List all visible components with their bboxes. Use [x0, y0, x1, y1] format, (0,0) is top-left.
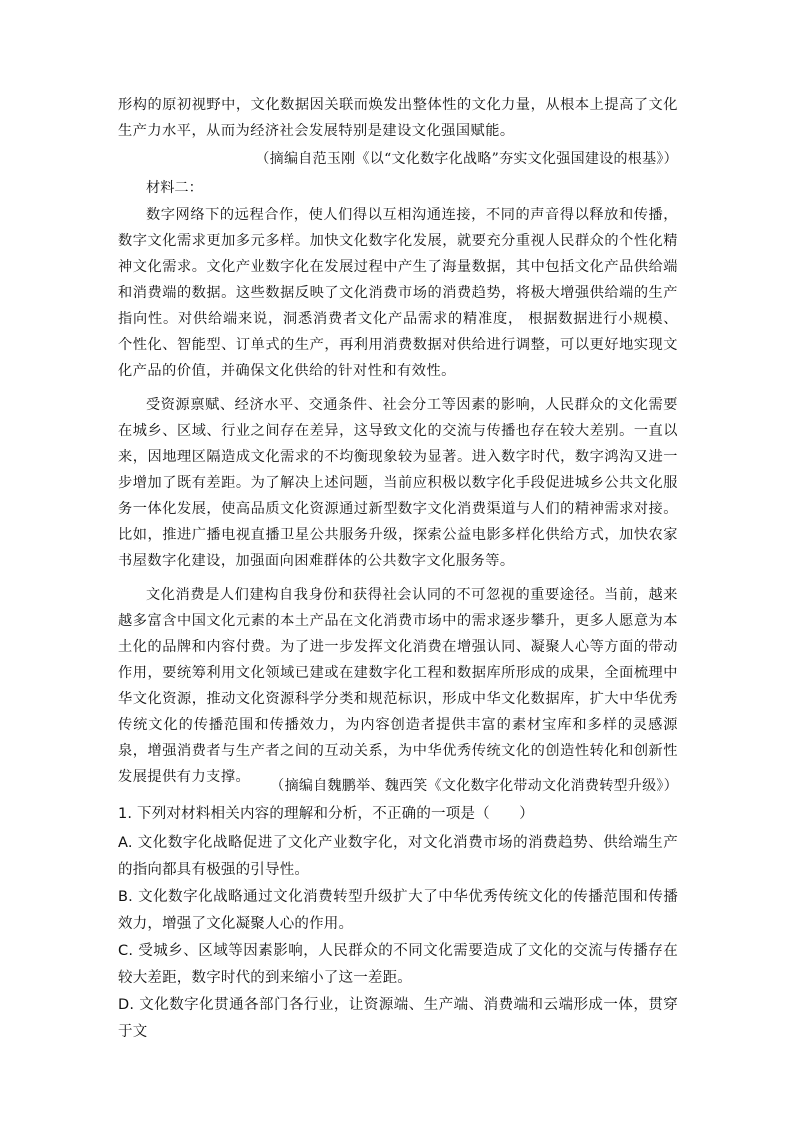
option-d: D. 文化数字化贯通各部门各行业，让资源端、生产端、消费端和云端形成一体，贯穿于文 — [118, 997, 678, 1040]
material2-paragraph-1: 数字网络下的远程合作，使人们得以互相沟通连接，不同的声音得以释放和传播，数字文化需求更加多元多样。加快文化数字化发展，就要充分重视人民群众的个性化精神文化需求。文化产业数字化在发展过程中产生了海量数据，其中包括文化产品供给端和消费端的数据。这些数据反映了文化消费市场的消费趋势，将极大增强供给端的生产指向性。对供给端来说，洞悉消费者文化产品需求的精准度， 根据数据进行小规模、个性化、智能型、订单式的生产，再利用消费数据对供给进行调整，可以更好地实现文化产品的价值，并确保文化供给的针对性和有效性。 — [118, 207, 678, 379]
question-stem: 1. 下列对材料相关内容的理解和分析，不正确的一项是（ ） — [118, 806, 534, 822]
option-a: A. 文化数字化战略促进了文化产业数字化，对文化消费市场的消费趋势、供给端生产的指向都具有极强的引导性。 — [118, 835, 678, 878]
material1-tail-paragraph: 形构的原初视野中，文化数据因关联而焕发出整体性的文化力量，从根本上提高了文化生产力水平，从而为经济社会发展特别是建设文化强国赋能。 — [118, 97, 678, 139]
option-c: C. 受城乡、区域等因素影响，人民群众的不同文化需要造成了文化的交流与传播存在较大差距，数字时代的到来缩小了这一差距。 — [118, 943, 678, 986]
material2-paragraph-2: 受资源禀赋、经济水平、交通条件、社会分工等因素的影响，人民群众的文化需要在城乡、区域、行业之间存在差异，这导致文化的交流与传播也存在较大差别。一直以来，因地理区隔造成文化需求的不均衡现象较为显著。进入数字时代，数字鸿沟又进一步增加了既有差距。为了解决上述问题，当前应积极以数字化手段促进城乡公共文化服务一体化发展，使高品质文化资源通过新型数字文化消费渠道与人们的精神需求对接。比如，推进广播电视直播卫星公共服务升级，探索公益电影多样化供给方式，加快农家书屋数字化建设，加强面向困难群体的公共数字文化服务等。 — [118, 397, 678, 569]
material1-source: （摘编自范玉刚《以“文化数字化战略”夯实文化强国建设的根基》） — [255, 151, 678, 167]
material2-source: （摘编自魏鹏举、魏西笑《文化数字化带动文化消费转型升级》） — [270, 778, 678, 794]
material2-paragraph-3: 文化消费是人们建构自我身份和获得社会认同的不可忽视的重要途径。当前，越来越多富含中国文化元素的本土产品在文化消费市场中的需求逐步攀升，更多人愿意为本土化的品牌和内容付费。为了进一步发挥文化消费在增强认同、凝聚人心等方面的带动作用，要统筹利用文化领域已建或在建数字化工程和数据库所形成的成果，全面梳理中华文化资源，推动文化资源科学分类和规范标识，形成中华文化数据库，扩大中华优秀传统文化的传播范围和传播效力，为内容创造者提供丰富的素材宝库和多样的灵感源泉，增强消费者与生产者之间的互动关系，为中华优秀传统文化的创造性转化和创新性发展提供有力支撑。 — [118, 587, 678, 785]
material2-label: 材料二： — [146, 180, 203, 196]
option-b: B. 文化数字化战略通过文化消费转型升级扩大了中华优秀传统文化的传播范围和传播效力，增强了文化凝聚人心的作用。 — [118, 889, 678, 932]
